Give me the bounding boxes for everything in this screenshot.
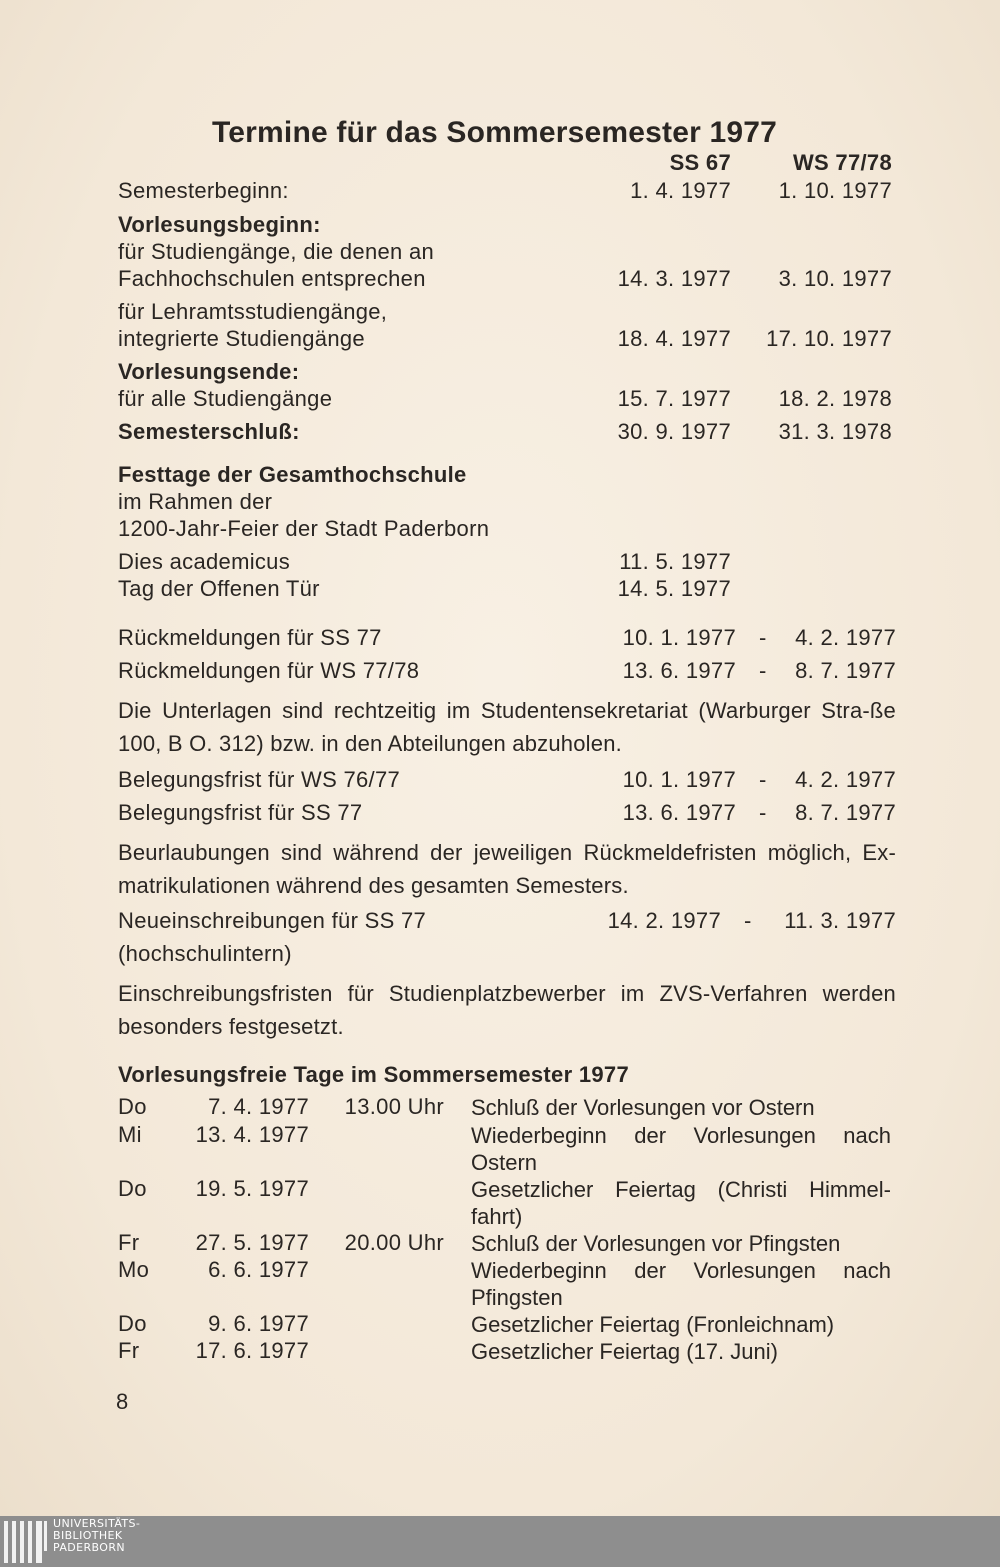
- belegung-ss-from: 13. 6. 1977: [622, 800, 736, 825]
- unterlagen-paragraph: Die Unterlagen sind rechtzeitig im Studentensekretariat (Warburger Stra-ße 100, B O. 312) bzw. in den Abteilungen abzuholen.: [118, 698, 896, 756]
- vorlesungsende-ws: 18. 2. 1978: [778, 386, 892, 411]
- vorlesungsbeginn-fh-ss: 14. 3. 1977: [617, 266, 731, 291]
- neueinschreibung-label2: (hochschulintern): [118, 941, 292, 966]
- vorlesungsende-ss: 15. 7. 1977: [617, 386, 731, 411]
- semesterschluss-ws: 31. 3. 1978: [778, 419, 892, 444]
- tag-offenen-tuer-date: 14. 5. 1977: [617, 576, 731, 601]
- holiday-day: Do: [118, 1176, 147, 1201]
- belegung-ws-from: 10. 1. 1977: [622, 767, 736, 792]
- vorlesungsbeginn-fh-ws: 3. 10. 1977: [778, 266, 892, 291]
- holiday-day: Fr: [118, 1230, 140, 1255]
- vorlesungsende-heading: Vorlesungsende:: [118, 359, 300, 384]
- holiday-date: 7. 4. 1977: [208, 1094, 309, 1119]
- holiday-description: Schluß der Vorlesungen vor Ostern: [471, 1095, 815, 1120]
- rueckmeldung-ws-from: 13. 6. 1977: [622, 658, 736, 683]
- rueckmeldung-ss-dash: -: [759, 625, 767, 650]
- neueinschreibung-from: 14. 2. 1977: [607, 908, 721, 933]
- rueckmeldung-ss-label: Rückmeldungen für SS 77: [118, 625, 382, 650]
- holiday-date: 27. 5. 1977: [195, 1230, 309, 1255]
- tag-offenen-tuer-label: Tag der Offenen Tür: [118, 576, 320, 601]
- library-barcode-logo-icon: [4, 1521, 48, 1563]
- holiday-date: 9. 6. 1977: [208, 1311, 309, 1336]
- holiday-date: 17. 6. 1977: [195, 1338, 309, 1363]
- vorlesungsbeginn-la-ws: 17. 10. 1977: [766, 326, 892, 351]
- page-number: 8: [116, 1389, 129, 1414]
- rueckmeldung-ss-from: 10. 1. 1977: [622, 625, 736, 650]
- beurlaubung-paragraph: Beurlaubungen sind während der jeweiligen Rückmeldefristen möglich, Ex-matrikulationen während des gesamten Semesters.: [118, 840, 896, 898]
- column-header-ss: SS 67: [669, 150, 731, 175]
- festtage-heading: Festtage der Gesamthochschule: [118, 462, 467, 487]
- library-logo-line1: UNIVERSITÄTS-: [53, 1517, 141, 1530]
- rueckmeldung-ws-label: Rückmeldungen für WS 77/78: [118, 658, 420, 683]
- festtage-line2: 1200-Jahr-Feier der Stadt Paderborn: [118, 516, 490, 541]
- library-footer-banner: [0, 1516, 1000, 1567]
- holiday-day: Do: [118, 1094, 147, 1119]
- neueinschreibung-dash: -: [744, 908, 752, 933]
- holiday-description: Gesetzlicher Feiertag (17. Juni): [471, 1339, 778, 1364]
- holiday-date: 19. 5. 1977: [195, 1176, 309, 1201]
- holiday-day: Mi: [118, 1122, 142, 1147]
- vorlesungsbeginn-fh-line2: Fachhochschulen entsprechen: [118, 266, 426, 291]
- vorlesungsbeginn-la-line2: integrierte Studiengänge: [118, 326, 365, 351]
- festtage-line1: im Rahmen der: [118, 489, 273, 514]
- holiday-day: Mo: [118, 1257, 150, 1282]
- belegung-ss-dash: -: [759, 800, 767, 825]
- belegung-ws-label: Belegungsfrist für WS 76/77: [118, 767, 401, 792]
- vorlesungsbeginn-heading: Vorlesungsbeginn:: [118, 212, 321, 237]
- vorlesungsende-label: für alle Studiengänge: [118, 386, 333, 411]
- holiday-day: Fr: [118, 1338, 140, 1363]
- rueckmeldung-ss-to: 4. 2. 1977: [795, 625, 896, 650]
- holiday-description: Gesetzlicher Feiertag (Christi Himmel-fahrt): [471, 1177, 891, 1229]
- holiday-description: Gesetzlicher Feiertag (Fronleichnam): [471, 1312, 835, 1337]
- holiday-description: Wiederbeginn der Vorlesungen nach Pfingsten: [471, 1258, 891, 1310]
- belegung-ss-label: Belegungsfrist für SS 77: [118, 800, 363, 825]
- einschreibung-paragraph: Einschreibungsfristen für Studienplatzbewerber im ZVS-Verfahren werden besonders festgesetzt.: [118, 981, 896, 1039]
- vorlesungsfrei-heading: Vorlesungsfreie Tage im Sommersemester 1977: [118, 1062, 629, 1087]
- library-logo-line2: BIBLIOTHEK: [53, 1529, 123, 1542]
- holiday-time: 20.00 Uhr: [344, 1230, 444, 1255]
- belegung-ws-dash: -: [759, 767, 767, 792]
- holiday-description: Schluß der Vorlesungen vor Pfingsten: [471, 1231, 841, 1256]
- semesterschluss-label: Semesterschluß:: [118, 419, 300, 444]
- column-header-ws: WS 77/78: [792, 150, 892, 175]
- holiday-date: 13. 4. 1977: [195, 1122, 309, 1147]
- vorlesungsbeginn-la-ss: 18. 4. 1977: [617, 326, 731, 351]
- belegung-ss-to: 8. 7. 1977: [795, 800, 896, 825]
- rueckmeldung-ws-dash: -: [759, 658, 767, 683]
- library-logo-line3: PADERBORN: [53, 1541, 126, 1554]
- neueinschreibung-to: 11. 3. 1977: [784, 908, 896, 933]
- semesterschluss-ss: 30. 9. 1977: [617, 419, 731, 444]
- belegung-ws-to: 4. 2. 1977: [795, 767, 896, 792]
- neueinschreibung-label: Neueinschreibungen für SS 77: [118, 908, 427, 933]
- semesterbeginn-ws: 1. 10. 1977: [778, 178, 892, 203]
- dies-academicus-date: 11. 5. 1977: [619, 549, 731, 574]
- vorlesungsbeginn-fh-line1: für Studiengänge, die denen an: [118, 239, 435, 264]
- rueckmeldung-ws-to: 8. 7. 1977: [795, 658, 896, 683]
- dies-academicus-label: Dies academicus: [118, 549, 291, 574]
- semesterbeginn-ss: 1. 4. 1977: [630, 178, 731, 203]
- page-title: Termine für das Sommersemester 1977: [212, 116, 778, 149]
- semesterbeginn-label: Semesterbeginn:: [118, 178, 289, 203]
- vorlesungsbeginn-la-line1: für Lehramtsstudiengänge,: [118, 299, 388, 324]
- holiday-day: Do: [118, 1311, 147, 1336]
- holiday-time: 13.00 Uhr: [344, 1094, 444, 1119]
- holiday-description: Wiederbeginn der Vorlesungen nach Ostern: [471, 1123, 891, 1175]
- holiday-date: 6. 6. 1977: [208, 1257, 309, 1282]
